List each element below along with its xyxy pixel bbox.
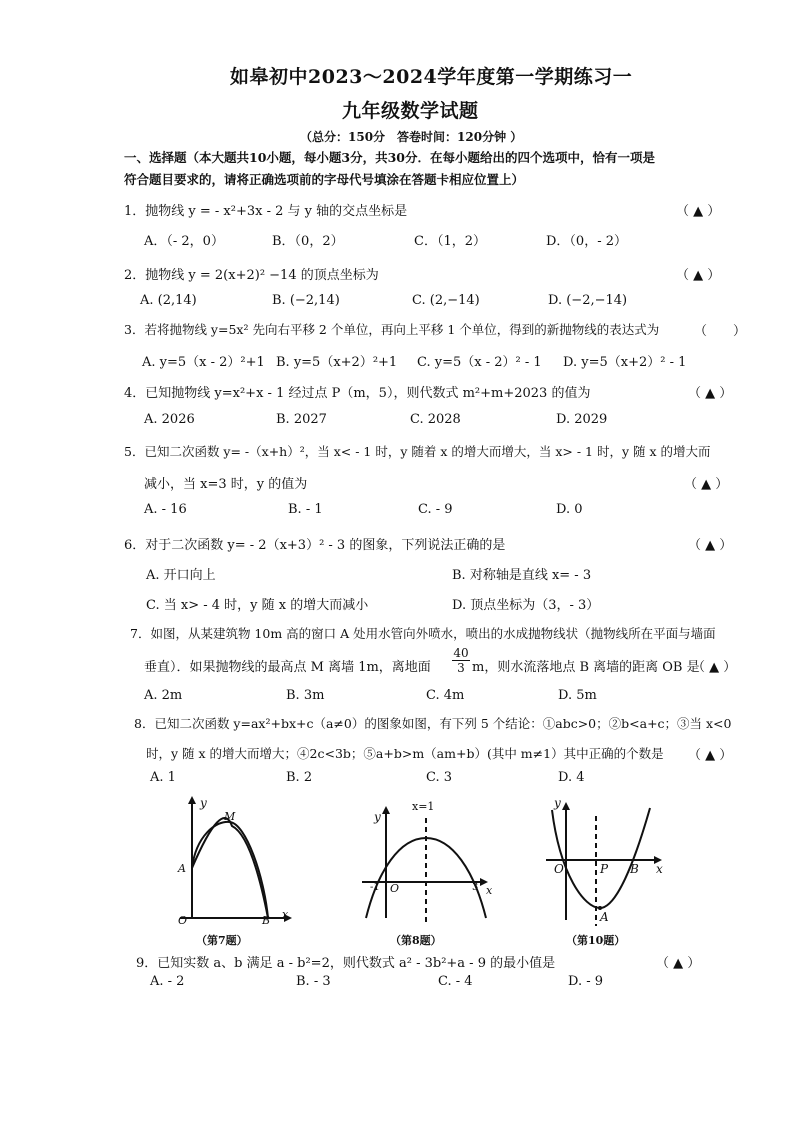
fig8-axis-label: x=1 bbox=[412, 800, 435, 813]
q3-option-d: D. y=5（x+2）² - 1 bbox=[563, 355, 687, 370]
fig10-o-label: O bbox=[554, 862, 564, 876]
q7-option-c: C. 4m bbox=[426, 688, 465, 703]
q5-option-c: C. - 9 bbox=[418, 502, 453, 517]
fig8-neg1-label: -1 bbox=[370, 882, 380, 893]
question-8-stem-line2: 时，y 随 x 的增大而增大；④2c<3b；⑤a+b>m（am+b）(其中 m≠1）其中正确的个数是 bbox=[146, 746, 664, 761]
question-4-stem: 4．已知抛物线 y=x²+x - 1 经过点 P（m，5），则代数式 m²+m+2023 的值为 bbox=[124, 386, 591, 401]
section-heading-line1: 一、选择题（本大题共10小题，每小题3分，共30分．在每小题给出的四个选项中，恰有一项是 bbox=[124, 150, 655, 165]
exam-subtitle: 九年级数学试题 bbox=[342, 100, 479, 122]
section-heading-line2: 符合题目要求的，请将正确选项前的字母代号填涂在答题卡相应位置上） bbox=[124, 172, 525, 187]
question-3-stem: 3．若将抛物线 y=5x² 先向右平移 2 个单位，再向上平移 1 个单位，得到的新抛物线的表达式为 bbox=[124, 322, 660, 337]
question-7-fraction bbox=[452, 646, 470, 675]
q4-option-d: D. 2029 bbox=[556, 412, 608, 427]
q6-option-c: C. 当 x> - 4 时，y 随 x 的增大而减小 bbox=[146, 598, 369, 613]
fraction-denominator: 3 bbox=[457, 661, 465, 675]
q7-option-a: A. 2m bbox=[144, 688, 183, 703]
figure-q7 bbox=[170, 796, 300, 946]
question-7-stem-line2b: m，则水流落地点 B 离墙的距离 OB 是 bbox=[472, 660, 700, 675]
q5-option-b: B. - 1 bbox=[288, 502, 323, 517]
q6-option-b: B. 对称轴是直线 x= - 3 bbox=[452, 568, 592, 583]
question-7-stem-line1: 7．如图，从某建筑物 10m 高的窗口 A 处用水管向外喷水，喷出的水成抛物线状（抛物线所在平面与墙面 bbox=[130, 626, 716, 641]
fig7-caption: （第7题） bbox=[196, 934, 248, 947]
fig8-three-label: 3 bbox=[472, 882, 479, 893]
fig10-x-label: x bbox=[656, 862, 663, 876]
q6-option-d: D. 顶点坐标为（3，- 3） bbox=[452, 598, 600, 613]
figure-q8-graph bbox=[360, 800, 500, 946]
fig7-y-label: y bbox=[200, 796, 207, 810]
fig8-o-label: O bbox=[390, 882, 400, 895]
answer-mark-q4: （ ▲ ） bbox=[688, 386, 733, 401]
q1-option-c: C．（1，2） bbox=[414, 234, 486, 249]
q8-option-c: C. 3 bbox=[426, 770, 453, 785]
q5-option-d: D. 0 bbox=[556, 502, 583, 517]
q6-option-a: A. 开口向上 bbox=[146, 568, 216, 583]
q4-option-b: B. 2027 bbox=[276, 412, 327, 427]
question-1-stem: 1．抛物线 y = - x²+3x - 2 与 y 轴的交点坐标是 bbox=[124, 204, 408, 219]
q5-option-a: A. - 16 bbox=[144, 502, 187, 517]
fig8-caption: （第8题） bbox=[390, 934, 442, 947]
question-6-stem: 6．对于二次函数 y= - 2（x+3）² - 3 的图象，下列说法正确的是 bbox=[124, 538, 506, 553]
q8-option-b: B. 2 bbox=[286, 770, 313, 785]
q7-option-d: D. 5m bbox=[558, 688, 597, 703]
fig10-caption: （第10题） bbox=[566, 934, 626, 947]
question-8-stem-line1: 8．已知二次函数 y=ax²+bx+c（a≠0）的图象如图，有下列 5 个结论：①abc>0；②b<a+c；③当 x<0 bbox=[134, 716, 732, 731]
q2-option-b: B. (−2,14) bbox=[272, 293, 340, 308]
figure-q10 bbox=[544, 794, 674, 946]
q8-option-a: A. 1 bbox=[150, 770, 176, 785]
q4-option-a: A. 2026 bbox=[144, 412, 195, 427]
answer-mark-q6: （ ▲ ） bbox=[688, 538, 733, 553]
q8-option-d: D. 4 bbox=[558, 770, 585, 785]
fraction-numerator: 40 bbox=[453, 646, 469, 660]
answer-mark-q8: （ ▲ ） bbox=[688, 748, 733, 763]
fig7-a-label: A bbox=[178, 862, 186, 875]
q4-option-c: C. 2028 bbox=[410, 412, 461, 427]
q2-option-d: D. (−2,−14) bbox=[548, 293, 628, 308]
q3-option-b: B. y=5（x+2）²+1 bbox=[276, 355, 398, 370]
question-2-stem: 2．抛物线 y = 2(x+2)² −14 的顶点坐标为 bbox=[124, 268, 379, 283]
question-5-stem-line2: 减小，当 x=3 时，y 的值为 bbox=[144, 477, 308, 492]
q9-option-d: D. - 9 bbox=[568, 974, 604, 989]
q3-option-a: A. y=5（x - 2）²+1 bbox=[142, 355, 265, 370]
fig7-b-label: B bbox=[262, 914, 271, 927]
fig7-o-label: O bbox=[178, 914, 188, 927]
answer-mark-q3: （ ） bbox=[694, 324, 747, 339]
q1-option-b: B．（0，2） bbox=[272, 234, 344, 249]
fig10-a-label: A bbox=[600, 910, 609, 924]
exam-info: （总分：150分 答卷时间：120分钟 ） bbox=[300, 130, 523, 144]
q1-option-a: A．（- 2，0） bbox=[144, 234, 224, 249]
q3-option-c: C. y=5（x - 2）² - 1 bbox=[417, 355, 542, 370]
q7-option-b: B. 3m bbox=[286, 688, 325, 703]
q9-option-a: A. - 2 bbox=[150, 974, 185, 989]
answer-mark-q1: （ ▲ ） bbox=[676, 204, 721, 219]
exam-title: 如皋初中2023～2024学年度第一学期练习一 bbox=[230, 66, 633, 88]
figure-q8 bbox=[360, 800, 500, 946]
answer-mark-q2: （ ▲ ） bbox=[676, 268, 721, 283]
answer-mark-q9: （ ▲ ） bbox=[656, 956, 701, 971]
question-7-stem-line2a: 垂直）．如果抛物线的最高点 M 离墙 1m，离地面 bbox=[144, 660, 431, 675]
question-9-stem: 9．已知实数 a、b 满足 a - b²=2，则代数式 a² - 3b²+a - 9 的最小值是 bbox=[136, 956, 556, 971]
q2-option-c: C. (2,−14) bbox=[412, 293, 480, 308]
q9-option-b: B. - 3 bbox=[296, 974, 331, 989]
q1-option-d: D．（0，- 2） bbox=[546, 234, 627, 249]
q2-option-a: A. (2,14) bbox=[140, 293, 197, 308]
fig8-x-label: x bbox=[486, 884, 493, 897]
fig10-b-label: B bbox=[630, 862, 639, 876]
fig10-y-label: y bbox=[554, 796, 561, 810]
answer-mark-q7: （ ▲ ） bbox=[692, 660, 737, 675]
fig8-y-label: y bbox=[374, 810, 381, 824]
fig7-m-label: M bbox=[224, 810, 236, 823]
fig10-p-label: P bbox=[600, 862, 609, 876]
fig7-x-label: x bbox=[282, 908, 289, 921]
q9-option-c: C. - 4 bbox=[438, 974, 473, 989]
question-5-stem-line1: 5．已知二次函数 y= -（x+h）²，当 x< - 1 时，y 随着 x 的增大而增大，当 x> - 1 时，y 随 x 的增大而 bbox=[124, 444, 711, 459]
answer-mark-q5: （ ▲ ） bbox=[684, 477, 729, 492]
